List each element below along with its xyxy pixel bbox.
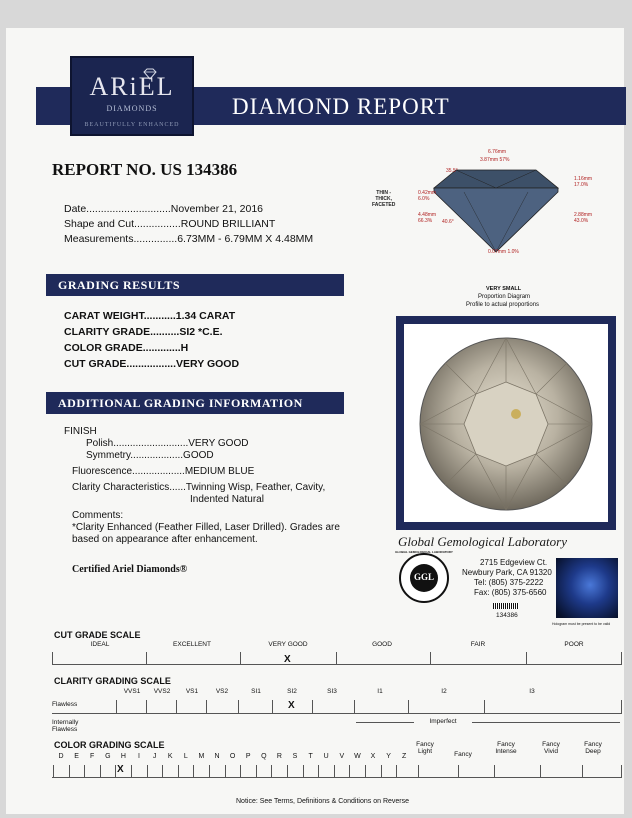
ggl-seal — [395, 550, 453, 604]
logo-tagline: BEAUTIFULLY ENHANCED — [84, 122, 180, 128]
color-letter: V — [339, 753, 345, 760]
seal-ring-text: GLOBAL GEMOLOGICAL LABORATORY — [395, 550, 453, 554]
color-letter: P — [245, 753, 251, 760]
logo-subtitle: DIAMONDS — [106, 104, 158, 113]
polish-row: Polish...........................VERY GOOD — [86, 438, 249, 449]
diagram-girdle-label: THIN - THICK, FACETED — [372, 190, 396, 208]
color-grade-mark: X — [117, 764, 124, 775]
clarity-scale-title: CLARITY GRADING SCALE — [54, 676, 171, 686]
diagram-culet: 0.07mm 1.0% — [488, 249, 519, 255]
proportion-caption-2: Proportion Diagram — [478, 294, 531, 300]
diagram-crown-angle: 35.5° — [446, 168, 458, 174]
clarity-label: VVS2 — [153, 688, 171, 695]
color-tick — [53, 765, 54, 777]
imperfect-bracket-right — [472, 722, 620, 723]
clarity-tick — [146, 700, 147, 713]
clarity-tick — [238, 700, 239, 713]
color-letter: Y — [386, 753, 391, 760]
color-letter: D — [58, 753, 64, 760]
cut-label-excellent: EXCELLENT — [173, 641, 211, 648]
diamond-photo — [404, 324, 608, 522]
color-letter: X — [370, 753, 376, 760]
color-letter: E — [74, 753, 79, 760]
color-letter: N — [214, 753, 220, 760]
color-tick — [318, 765, 319, 777]
clarity-tick — [312, 700, 313, 713]
color-letter: S — [292, 753, 298, 760]
color-letter: G — [105, 753, 111, 760]
cut-tick — [526, 652, 527, 664]
color-tick — [69, 765, 70, 777]
hologram-note: Hologram must be present to be valid — [552, 622, 611, 626]
info-label: Measurements............... — [64, 233, 178, 245]
lab-address-4: Fax: (805) 375-6560 — [474, 588, 547, 597]
cut-tick — [52, 652, 53, 664]
symmetry-row: Symmetry...................GOOD — [86, 450, 214, 461]
color-tick — [303, 765, 304, 777]
color-tick — [209, 765, 210, 777]
clarity-internally-flawless: Internally Flawless — [52, 719, 79, 733]
color-scale-title: COLOR GRADING SCALE — [54, 740, 165, 750]
color-letter: I — [138, 753, 140, 760]
color-tick — [621, 765, 622, 777]
grade-carat: CARAT WEIGHT...........1.34 CARAT — [64, 310, 236, 322]
color-tick — [458, 765, 459, 777]
cut-label-fair: FAIR — [470, 641, 486, 648]
grade-clarity: CLARITY GRADE..........SI2 *C.E. — [64, 326, 223, 338]
diamond-photo-frame — [396, 316, 616, 530]
clarity-tick — [408, 700, 409, 713]
diagram-girdle-height: 0.42mm 6.0% — [418, 190, 437, 202]
color-letter: H — [120, 753, 126, 760]
clarity-label: VS2 — [215, 688, 229, 695]
info-value: November 21, 2016 — [170, 203, 264, 215]
clarity-tick — [272, 700, 273, 713]
cut-scale-line — [52, 664, 622, 665]
barcode — [493, 603, 519, 609]
cut-scale-title: CUT GRADE SCALE — [54, 630, 141, 640]
color-tick — [396, 765, 397, 777]
color-tick — [240, 765, 241, 777]
imperfect-bracket-left — [356, 722, 414, 723]
clarity-tick — [484, 700, 485, 713]
color-tick — [334, 765, 335, 777]
certified-line: Certified Ariel Diamonds® — [72, 564, 188, 575]
color-scale-line — [52, 777, 622, 778]
fluorescence-row: Fluorescence...................MEDIUM BLUE — [72, 466, 255, 477]
diamond-image-icon — [404, 324, 608, 522]
info-label: Date............................. — [64, 203, 171, 215]
color-letter: O — [229, 753, 236, 760]
clarity-tick — [621, 700, 622, 713]
cut-tick — [621, 652, 622, 664]
color-tick — [494, 765, 495, 777]
info-shape — [64, 218, 275, 230]
clarity-imperfect: Imperfect — [429, 718, 457, 725]
color-letter: T — [308, 753, 313, 760]
color-tick — [225, 765, 226, 777]
hologram — [556, 558, 618, 618]
cut-grade-mark: X — [284, 654, 291, 665]
color-letter: Z — [402, 753, 407, 760]
diagram-pavilion-angle: 40.6° — [442, 219, 454, 225]
color-letter: L — [183, 753, 188, 760]
clarity-grade-mark: X — [288, 700, 295, 711]
fancy: Fancy — [454, 751, 472, 758]
notice-line: Notice: See Terms, Definitions & Conditions on Reverse — [236, 798, 410, 805]
clarity-label: SI1 — [251, 688, 261, 695]
color-tick — [349, 765, 350, 777]
color-letter: J — [152, 753, 157, 760]
cut-tick — [336, 652, 337, 664]
report-number: REPORT NO. US 134386 — [52, 160, 238, 179]
logo-brand: ARiEL — [89, 72, 175, 101]
lab-address-2: Newbury Park, CA 91320 — [462, 568, 552, 577]
clarity-label: I2 — [441, 688, 447, 695]
color-tick — [131, 765, 132, 777]
color-tick — [271, 765, 272, 777]
color-letter: F — [90, 753, 95, 760]
comments-label: Comments: — [72, 510, 124, 521]
color-letter: U — [323, 753, 329, 760]
clarity-label: I3 — [529, 688, 535, 695]
cut-tick — [146, 652, 147, 664]
clarity-tick — [354, 700, 355, 713]
grading-results-header: GRADING RESULTS — [46, 274, 344, 296]
report-title: DIAMOND REPORT — [232, 94, 450, 119]
clarity-scale-line — [52, 713, 622, 714]
diagram-top-width: 6.76mm — [488, 149, 507, 155]
color-tick — [287, 765, 288, 777]
diagram-crown-height: 1.16mm 17.0% — [574, 176, 593, 188]
grade-color: COLOR GRADE.............H — [64, 342, 189, 354]
fancy-deep: Fancy Deep — [584, 741, 602, 755]
diagram-pavilion-depth-right: 2.88mm 43.0% — [574, 212, 593, 224]
additional-header: ADDITIONAL GRADING INFORMATION — [46, 392, 344, 414]
info-label: Shape and Cut................ — [64, 218, 181, 230]
diagram-table: 3.87mm 57% — [480, 157, 510, 163]
color-tick — [256, 765, 257, 777]
cut-label-very-good: VERY GOOD — [268, 641, 308, 648]
clarity-tick — [206, 700, 207, 713]
info-value: ROUND BRILLIANT — [180, 218, 276, 230]
comments-line-1: *Clarity Enhanced (Feather Filled, Laser Drilled). Grades are — [72, 522, 340, 533]
comments-line-2: based on appearance after enhancement. — [72, 534, 258, 545]
color-tick — [540, 765, 541, 777]
lab-address-1: 2715 Edgeview Ct. — [480, 558, 548, 567]
diagram-pavilion-depth-left: 4.48mm 66.3% — [418, 212, 437, 224]
proportion-caption-1: VERY SMALL — [486, 286, 522, 292]
ariel-logo — [70, 56, 194, 136]
color-letter: K — [167, 753, 173, 760]
seal-center-text: GGL — [413, 572, 434, 582]
clarity-characteristics-row-2: Indented Natural — [190, 494, 264, 505]
clarity-label: VS1 — [185, 688, 199, 695]
color-tick — [365, 765, 366, 777]
proportion-diagram — [418, 166, 578, 258]
cut-label-poor: POOR — [564, 641, 584, 648]
color-tick — [84, 765, 85, 777]
clarity-tick — [176, 700, 177, 713]
fancy-intense: Fancy Intense — [495, 741, 517, 755]
color-tick — [100, 765, 101, 777]
fancy-light: Fancy Light — [416, 741, 434, 755]
cut-tick — [240, 652, 241, 664]
clarity-tick — [116, 700, 117, 713]
color-tick — [147, 765, 148, 777]
clarity-label: SI2 — [287, 688, 297, 695]
color-letter: R — [276, 753, 282, 760]
color-tick — [178, 765, 179, 777]
color-tick — [193, 765, 194, 777]
clarity-characteristics-row: Clarity Characteristics......Twinning Wisp, Feather, Cavity, — [72, 482, 326, 493]
color-tick — [381, 765, 382, 777]
clarity-label: VVS1 — [123, 688, 141, 695]
color-letter: W — [354, 753, 361, 760]
lab-address-3: Tel: (805) 375-2222 — [474, 578, 544, 587]
cut-tick — [430, 652, 431, 664]
color-letter: Q — [261, 753, 267, 760]
color-letter: M — [198, 753, 205, 760]
color-tick — [582, 765, 583, 777]
color-tick — [162, 765, 163, 777]
proportion-caption-3: Profile to actual proportions — [466, 302, 540, 308]
clarity-label: SI3 — [327, 688, 337, 695]
finish-label: FINISH — [64, 426, 97, 437]
grade-cut: CUT GRADE.................VERY GOOD — [64, 358, 240, 370]
color-tick — [418, 765, 419, 777]
info-measurements — [64, 233, 313, 245]
barcode-number: 134386 — [496, 612, 518, 619]
info-value: 6.73MM - 6.79MM X 4.48MM — [177, 233, 314, 245]
info-date — [64, 203, 263, 215]
lab-script-name: Global Gemological Laboratory — [398, 534, 567, 549]
clarity-flawless: Flawless — [52, 701, 78, 708]
fancy-vivid: Fancy Vivid — [542, 741, 560, 755]
cut-label-ideal: IDEAL — [90, 641, 110, 648]
cut-label-good: GOOD — [372, 641, 392, 648]
clarity-label: I1 — [377, 688, 383, 695]
